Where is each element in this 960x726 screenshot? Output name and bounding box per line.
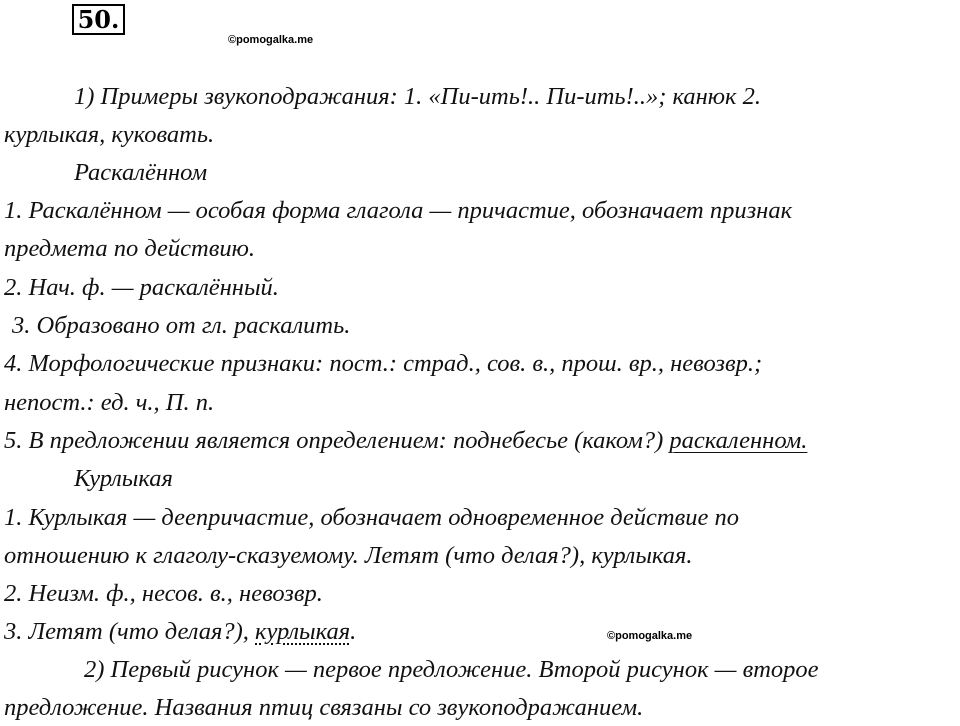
text-line-12: 1. Курлыкая — деепричастие, обозначает одновременное действие по	[4, 504, 739, 531]
underlined-word-raskalennom: раскаленном.	[669, 427, 808, 454]
text-line-5: предмета по действию.	[4, 235, 256, 262]
text-line-6: 2. Нач. ф. — раскалённый.	[4, 274, 279, 301]
watermark-mid: ©pomogalka.me	[607, 630, 693, 642]
text-line-16: 2) Первый рисунок — первое предложение. Второй рисунок — второе	[84, 656, 819, 683]
underlined-word-kurlykaya: курлыкая	[255, 618, 351, 645]
text-line-8: 4. Морфологические признаки: пост.: страд., сов. в., прош. вр., невозвр.;	[4, 350, 763, 377]
text-line-4: 1. Раскалённом — особая форма глагола — причастие, обозначает признак	[4, 197, 793, 224]
text-line-10-start: 5. В предложении является определением: поднебесье (каком?)	[4, 427, 670, 454]
text-line-17: предложение. Названия птиц связаны со звукоподражанием.	[4, 694, 644, 721]
watermark-top: ©pomogalka.me	[228, 34, 314, 46]
text-line-15-start: 3. Летят (что делая?),	[4, 618, 255, 645]
text-line-15	[4, 618, 956, 646]
exercise-number: 50.	[72, 4, 125, 35]
text-line-9: непост.: ед. ч., П. п.	[4, 389, 215, 416]
text-line-10	[4, 427, 956, 455]
text-line-2: курлыкая, куковать.	[4, 121, 215, 148]
text-line-7: 3. Образовано от гл. раскалить.	[12, 312, 351, 339]
text-line-15-end: .	[350, 618, 357, 645]
text-line-14: 2. Неизм. ф., несов. в., невозвр.	[4, 580, 323, 607]
text-line-1: 1) Примеры звукоподражания: 1. «Пи-ить!.. Пи-ить!..»; канюк 2.	[74, 83, 762, 110]
text-line-13: отношению к глаголу-сказуемому. Летят (что делая?), курлыкая.	[4, 542, 693, 569]
section-heading-kurlykaya: Курлыкая	[74, 465, 173, 492]
section-heading-raskalennom: Раскалённом	[74, 159, 208, 186]
